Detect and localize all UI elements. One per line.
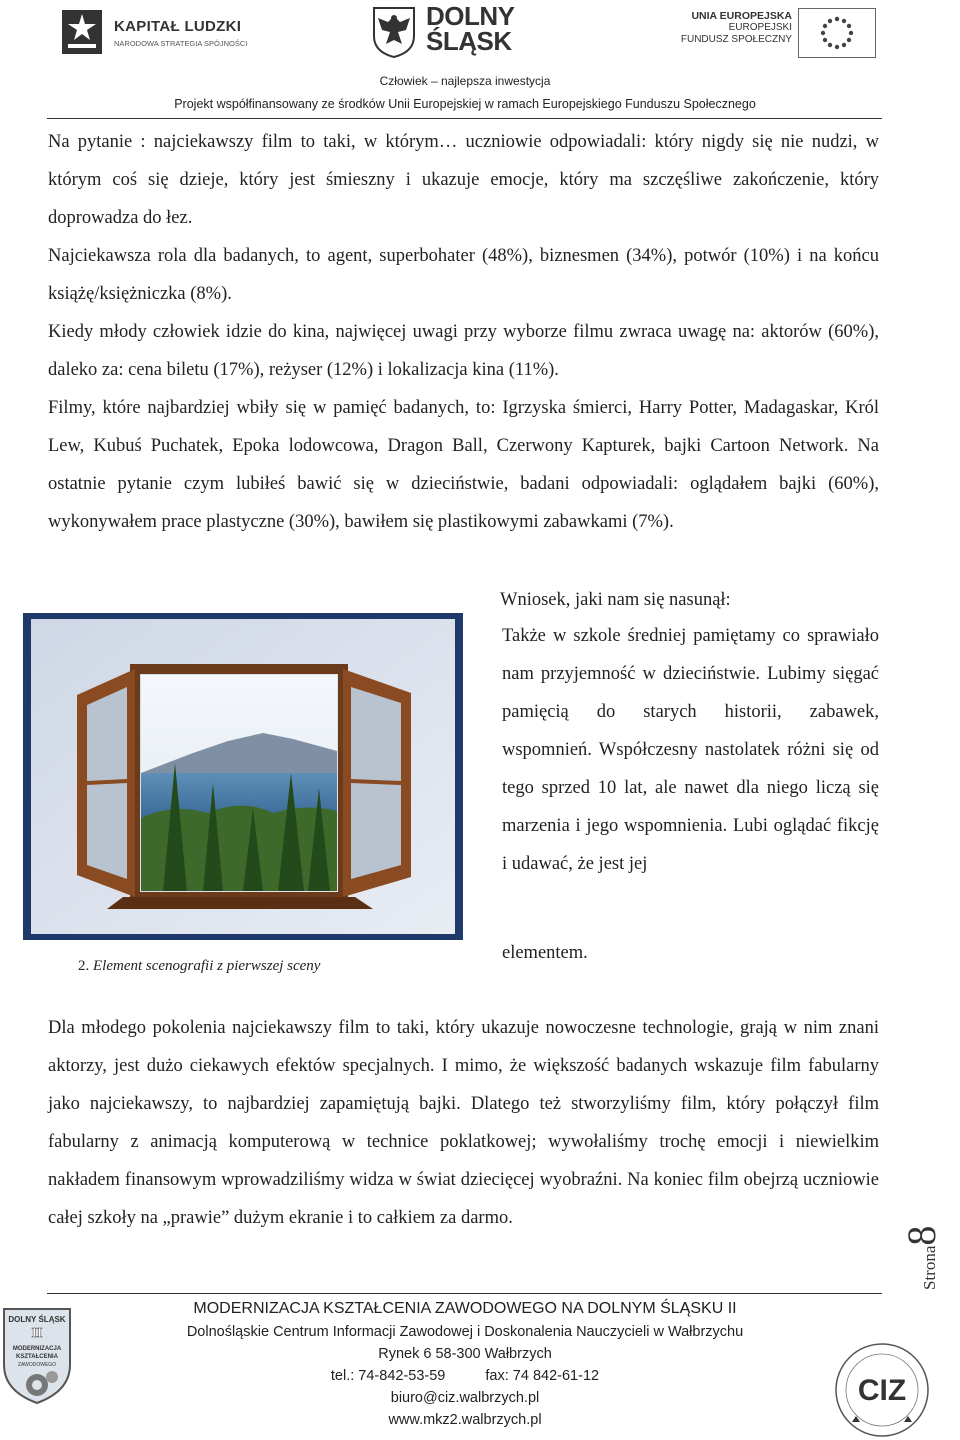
kapital-ludzki-subtitle: NARODOWA STRATEGIA SPÓJNOŚCI <box>114 39 248 48</box>
caption-text: Element scenografii z pierwszej sceny <box>93 958 321 974</box>
eu-text <box>681 10 792 46</box>
ciz-logo <box>822 1330 937 1438</box>
figure-caption <box>78 958 320 975</box>
header-divider <box>47 118 882 119</box>
paragraph-2: Najciekawsza rola dla badanych, to agent, superbohater (48%), biznesmen (34%), potwór (10%) i na końcu książę/księżniczka (8%). <box>48 246 879 304</box>
window-photo <box>23 613 463 940</box>
paragraph-1: Na pytanie : najciekawszy film to taki, w którym… uczniowie odpowiadali: który nigdy się nie nudzi, w którym coś się dzieje, który jest śmieszny i ukazuje emocje, który ma szczęśliwe zakończenie, który doprowadza do łez. <box>48 132 879 228</box>
modernizacja-logo-line2: MODERNIZACJA <box>12 1346 62 1352</box>
eu-flag-icon <box>798 8 876 58</box>
final-paragraph: Dla młodego pokolenia najciekawszy film to taki, który ukazuje nowoczesne technologie, grają w nim znani aktorzy, jest dużo ciekawych efektów specjalnych. I mimo, że większość badanych wskazuje film fabularny jako najciekawszy, to najbardziej zapamiętują bajki. Dlatego też stworzyliśmy film, który połączył film fabularny z animacją komputerową w technice poklatkowej; wywołaliśmy trochę emocji i niewielkim nakładem finansowym wprowadziliśmy widza w świat dziecięcej wyobraźni. Na koniec film obejrzą uczniowie całej szkoły na „prawie” dużym ekranie i to całkiem za darmo. <box>48 1018 879 1228</box>
conclusion-end: elementem. <box>502 943 588 963</box>
conclusion-text: Także w szkole średniej pamiętamy co sprawiało nam przyjemność w dzieciństwie. Lubimy sięgać pamięcią do starych historii, zabawek, wspomnień. Współczesny nastolatek różni się od tego sprzed 10 lat, ale nawet dla niego liczą się marzenia i jego wspomnienia. Lubi oglądać fikcję i udawać, że jest jej <box>502 626 879 874</box>
dolny-slask-line2: ŚLĄSK <box>426 26 512 56</box>
dolny-slask-wordmark <box>426 1 515 56</box>
page-label: Strona <box>920 1245 939 1290</box>
footer-phone: tel.: 74-842-53-59 <box>330 1368 446 1384</box>
kapital-ludzki-title: KAPITAŁ LUDZKI <box>114 18 242 35</box>
dolny-slask-logo <box>372 1 532 64</box>
footer-fax: fax: 74 842-61-12 <box>485 1368 600 1384</box>
eu-logo <box>680 8 876 58</box>
footer-institution: Dolnośląskie Centrum Informacji Zawodowej i Doskonalenia Nauczycieli w Wałbrzychu <box>186 1324 744 1340</box>
footer-divider <box>47 1293 882 1294</box>
modernizacja-logo-line3: KSZTAŁCENIA <box>16 1354 58 1360</box>
footer-address: Rynek 6 58-300 Wałbrzych <box>378 1346 552 1362</box>
caption-number: 2. <box>78 958 90 974</box>
eu-line3: FUNDUSZ SPOŁECZNY <box>680 34 792 45</box>
page-number-value: 8 <box>899 1225 944 1246</box>
footer-email[interactable]: biuro@ciz.walbrzych.pl <box>390 1390 540 1406</box>
eu-line1: UNIA EUROPEJSKA <box>691 10 792 22</box>
footer-contact <box>0 1368 930 1384</box>
page-number <box>898 1200 944 1290</box>
eagle-shield-icon <box>372 6 416 58</box>
footer-website[interactable]: www.mkz2.walbrzych.pl <box>388 1412 542 1428</box>
tagline: Człowiek – najlepsza inwestycja <box>379 74 551 88</box>
modernizacja-logo-line4: ZAWODOWEGO <box>17 1362 57 1368</box>
ciz-letters: CIZ <box>857 1374 907 1407</box>
kapital-ludzki-star-icon <box>62 6 106 56</box>
paragraph-3: Kiedy młody człowiek idzie do kina, najwięcej uwagi przy wyborze filmu zwraca uwagę na: aktorów (60%), daleko za: cena biletu (17%), reżyser (12%) i lokalizacja kina (11%). <box>48 322 879 380</box>
project-line: Projekt współfinansowany ze środków Unii Europejskiej w ramach Europejskiego Funduszu Społecznego <box>174 97 756 111</box>
modernizacja-logo-numeral: II <box>31 1326 43 1341</box>
conclusion-heading: Wniosek, jaki nam się nasunął: <box>500 590 731 610</box>
modernizacja-logo-line1: DOLNY ŚLĄSK <box>8 1315 66 1324</box>
dolny-slask-line1: DOLNY <box>426 1 515 31</box>
modernizacja-logo <box>0 1305 90 1415</box>
eu-line2: EUROPEJSKI <box>728 22 792 33</box>
footer-title: MODERNIZACJA KSZTAŁCENIA ZAWODOWEGO NA DOLNYM ŚLĄSKU II <box>193 1300 737 1317</box>
paragraph-4: Filmy, które najbardziej wbiły się w pamięć badanych, to: Igrzyska śmierci, Harry Potter, Madagaskar, Król Lew, Kubuś Puchatek, Epoka lodowcowa, Dragon Ball, Czerwony Kapturek, bajki Cartoon Network. Na ostatnie pytanie czym lubiłeś bawić się w dzieciństwie, badani odpowiadali: oglądałem bajki (60%), wykonywałem prace plastyczne (30%), bawiłem się plastikowymi zabawkami (7%). <box>48 398 879 532</box>
kapital-ludzki-logo <box>62 6 248 62</box>
